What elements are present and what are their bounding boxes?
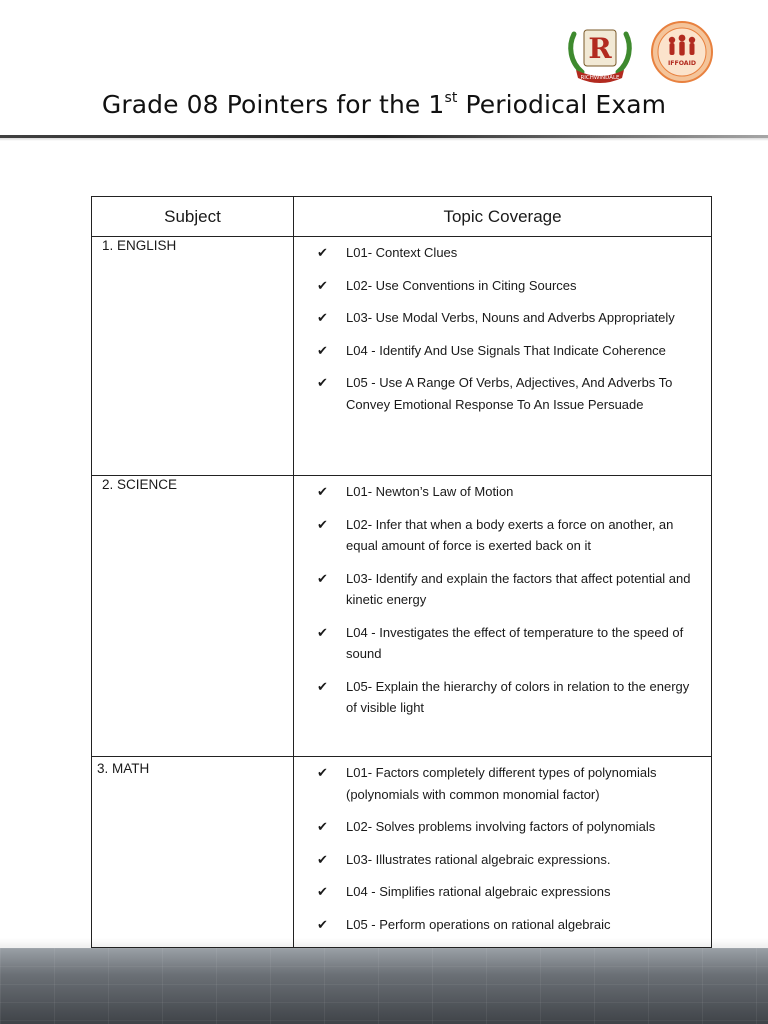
topic-text: L03- Identify and explain the factors that affect potential and kinetic energy — [346, 570, 691, 607]
topic-list — [295, 758, 710, 935]
subject-cell — [92, 237, 294, 476]
subject-label: 2. SCIENCE — [102, 477, 178, 492]
topic-text: L05 - Use A Range Of Verbs, Adjectives, And Adverbs To Convey Emotional Response To An Issue Persuade — [346, 375, 673, 412]
topics-cell — [294, 237, 712, 476]
topics-cell — [294, 757, 712, 948]
topics-cell — [294, 476, 712, 757]
subject-cell — [92, 476, 294, 757]
topic-coverage-column-header: Topic Coverage — [294, 197, 712, 237]
topic-list — [295, 477, 710, 719]
topic-text: L04 - Investigates the effect of temperature to the speed of sound — [346, 624, 684, 661]
topics-table — [91, 196, 712, 948]
topic-text: L05 - Perform operations on rational algebraic — [346, 916, 611, 932]
iffoaid-logo — [650, 20, 714, 84]
topic-item — [317, 849, 692, 871]
title-end-text: Periodical Exam — [457, 90, 667, 119]
topic-text: L05- Explain the hierarchy of colors in relation to the energy of visible light — [346, 678, 690, 715]
checkmark-icon: ✔ — [317, 851, 328, 867]
checkmark-icon: ✔ — [317, 516, 328, 532]
topic-list — [295, 238, 710, 415]
title-superscript: st — [444, 90, 458, 106]
school-crest-logo — [564, 20, 636, 84]
checkmark-icon: ✔ — [317, 884, 328, 899]
topic-item — [317, 568, 692, 611]
checkmark-icon: ✔ — [317, 678, 328, 694]
subject-column-header: Subject — [92, 197, 294, 237]
topic-item — [317, 914, 692, 936]
topic-text: L02- Solves problems involving factors of polynomials — [346, 819, 656, 834]
svg-text:R: R — [588, 32, 612, 65]
topic-item — [317, 340, 692, 362]
title-main-text: Grade 08 Pointers for the 1 — [101, 90, 445, 119]
subject-label: 3. MATH — [97, 761, 150, 776]
topic-item — [317, 481, 692, 503]
checkmark-icon: ✔ — [317, 484, 328, 499]
topic-text: L02- Use Conventions in Citing Sources — [346, 277, 577, 293]
table-row-science — [92, 476, 712, 757]
checkmark-icon: ✔ — [317, 570, 328, 586]
topic-text: L03- Use Modal Verbs, Nouns and Adverbs Appropriately — [346, 310, 675, 325]
checkmark-icon: ✔ — [317, 245, 328, 260]
topic-text: L03- Illustrates rational algebraic expressions. — [346, 851, 611, 867]
table-header-row — [92, 197, 712, 237]
topic-item — [317, 307, 692, 329]
checkmark-icon: ✔ — [317, 765, 328, 780]
topic-item — [317, 816, 692, 838]
checkmark-icon: ✔ — [317, 310, 328, 325]
topic-text: L02- Infer that when a body exerts a force on another, an equal amount of force is exerted back on it — [346, 516, 674, 553]
topic-text: L01- Factors completely different types of polynomials (polynomials with common monomial factor) — [346, 765, 657, 802]
table-row-math — [92, 757, 712, 948]
topic-item — [317, 242, 692, 264]
checkmark-icon: ✔ — [317, 277, 328, 293]
subject-cell — [92, 757, 294, 948]
topic-text: L04 - Simplifies rational algebraic expressions — [346, 884, 611, 899]
table-row-english — [92, 237, 712, 476]
topic-text: L04 - Identify And Use Signals That Indicate Coherence — [346, 342, 666, 358]
checkmark-icon: ✔ — [317, 342, 328, 358]
footer-band — [0, 948, 768, 1024]
topic-text: L01- Newton’s Law of Motion — [346, 484, 514, 499]
checkmark-icon: ✔ — [317, 916, 328, 932]
checkmark-icon: ✔ — [317, 819, 328, 834]
topic-item — [317, 514, 692, 557]
checkmark-icon: ✔ — [317, 624, 328, 640]
topic-item — [317, 762, 692, 805]
topic-item — [317, 881, 692, 903]
topic-item — [317, 676, 692, 719]
title-divider-shadow — [0, 138, 768, 141]
topic-item — [317, 622, 692, 665]
page-title — [0, 90, 768, 119]
school-crest-logo-text: RICHWINDALE — [580, 75, 620, 81]
iffoaid-logo-text: IFFOAID — [667, 60, 697, 67]
checkmark-icon: ✔ — [317, 375, 328, 390]
subject-label: 1. ENGLISH — [102, 238, 177, 253]
topic-item — [317, 275, 692, 297]
topic-item — [317, 372, 692, 415]
topic-text: L01- Context Clues — [346, 245, 458, 260]
